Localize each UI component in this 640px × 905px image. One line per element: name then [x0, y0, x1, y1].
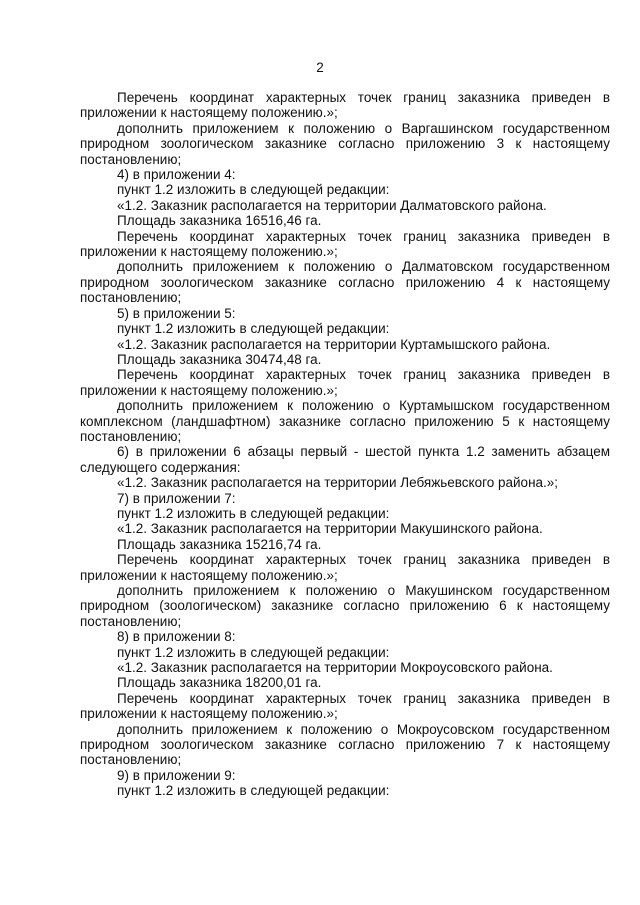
- paragraph: «1.2. Заказник располагается на территории Лебяжьевского района.»;: [117, 475, 559, 491]
- paragraph: пункт 1.2 изложить в следующей редакции:: [117, 321, 390, 337]
- paragraph: Площадь заказника 16516,46 га.: [117, 213, 322, 229]
- document-body: [80, 90, 610, 799]
- paragraph: дополнить приложением к положению о Варгашинском государственном природном зоологическом заказнике согласно приложению 3 к настоящему постановлению;: [80, 120, 610, 167]
- paragraph: пункт 1.2 изложить в следующей редакции:: [117, 644, 390, 660]
- paragraph: Перечень координат характерных точек границ заказника приведен в приложении к настоящему положению.»;: [80, 90, 610, 121]
- paragraph: дополнить приложением к положению о Макушинском государственном природном (зоологическом) заказнике согласно приложению 6 к настоящему постановлению;: [80, 583, 610, 629]
- paragraph: «1.2. Заказник располагается на территории Далматовского района.: [117, 197, 547, 213]
- paragraph: дополнить приложением к положению о Мокроусовском государственном природном зоологическом заказнике согласно приложению 7 к настоящему постановлению;: [80, 721, 610, 768]
- paragraph: 8) в приложении 8:: [117, 629, 236, 645]
- paragraph: 5) в приложении 5:: [117, 305, 236, 321]
- paragraph: «1.2. Заказник располагается на территории Куртамышского района.: [117, 336, 551, 352]
- paragraph: дополнить приложением к положению о Далматовском государственном природном зоологическом заказнике согласно приложению 4 к настоящему постановлению;: [80, 259, 610, 306]
- paragraph: Перечень координат характерных точек границ заказника приведен в приложении к настоящему положению.»;: [80, 228, 610, 260]
- paragraph: пункт 1.2 изложить в следующей редакции:: [117, 182, 390, 198]
- paragraph: Перечень координат характерных точек границ заказника приведен в приложении к настоящему положению.»;: [80, 367, 610, 398]
- paragraph: 4) в приложении 4:: [117, 167, 236, 183]
- paragraph: «1.2. Заказник располагается на территории Мокроусовского района.: [117, 660, 553, 676]
- paragraph: «1.2. Заказник располагается на территории Макушинского района.: [117, 521, 543, 537]
- paragraph: Перечень координат характерных точек границ заказника приведен в приложении к настоящему положению.»;: [80, 690, 610, 722]
- paragraph: Площадь заказника 18200,01 га.: [117, 675, 322, 691]
- paragraph: 6) в приложении 6 абзацы первый - шестой пункта 1.2 заменить абзацем следующего содержания:: [80, 444, 610, 475]
- page-number: 2: [316, 60, 324, 75]
- paragraph: пункт 1.2 изложить в следующей редакции:: [117, 783, 390, 799]
- paragraph: Площадь заказника 30474,48 га.: [117, 351, 322, 367]
- paragraph: Перечень координат характерных точек границ заказника приведен в приложении к настоящему положению.»;: [80, 552, 610, 583]
- paragraph: 9) в приложении 9:: [117, 767, 236, 783]
- paragraph: 7) в приложении 7:: [117, 490, 236, 506]
- paragraph: пункт 1.2 изложить в следующей редакции:: [117, 505, 390, 521]
- paragraph: Площадь заказника 15216,74 га.: [117, 536, 322, 552]
- paragraph: дополнить приложением к положению о Куртамышском государственном комплексном (ландшафтном) заказнике согласно приложению 5 к настоящему постановлению;: [80, 398, 610, 444]
